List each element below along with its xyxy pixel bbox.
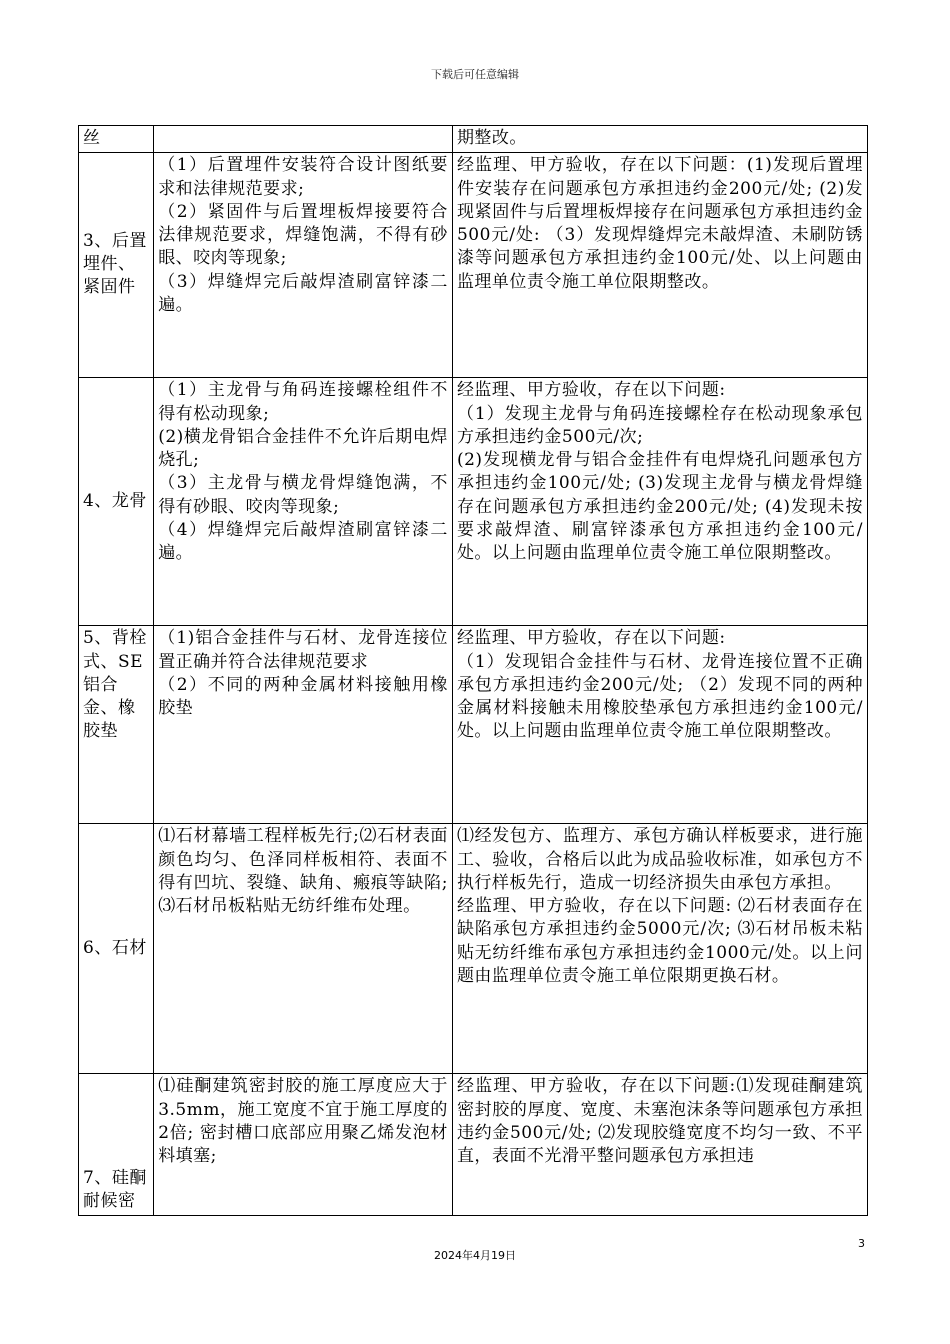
table-row bbox=[79, 1074, 868, 1216]
item-cell: 丝 bbox=[79, 126, 154, 153]
page-footer-date: 2024年4月19日 bbox=[434, 1249, 516, 1262]
item-cell: 6、石材 bbox=[79, 824, 154, 1074]
requirement-cell: ⑴石材幕墙工程样板先行;⑵石材表面颜色均匀、色泽同样板相符、表面不得有凹坑、裂缝、缺角、瘢痕等缺陷;⑶石材吊板粘贴无纺纤维布处理。 bbox=[154, 824, 453, 1074]
item-cell: 4、龙骨 bbox=[79, 378, 154, 626]
penalty-cell: 期整改。 bbox=[452, 126, 867, 153]
table-row bbox=[79, 824, 868, 1074]
requirement-cell: （1）主龙骨与角码连接螺栓组件不得有松动现象; (2)横龙骨铝合金挂件不允许后期电焊烧孔; （3）主龙骨与横龙骨焊缝饱满，不得有砂眼、咬肉等现象; （4）焊缝焊完后敲焊渣刷富锌漆二遍。 bbox=[154, 378, 453, 626]
item-cell: 7、硅酮耐候密 bbox=[79, 1074, 154, 1216]
table-row bbox=[79, 378, 868, 626]
table-row bbox=[79, 126, 868, 153]
item-cell: 5、背栓式、SE铝合金、橡胶垫 bbox=[79, 626, 154, 824]
table-row bbox=[79, 153, 868, 378]
penalty-cell: 经监理、甲方验收，存在以下问题:⑴发现硅酮建筑密封胶的厚度、宽度、未塞泡沫条等问题承包方承担违约金500元/处; ⑵发现胶缝宽度不均匀一致、不平直，表面不光滑平整问题承包方承担违 bbox=[452, 1074, 867, 1216]
penalty-cell: 经监理、甲方验收，存在以下问题: （1）发现主龙骨与角码连接螺栓存在松动现象承包方承担违约金500元/次; (2)发现横龙骨与铝合金挂件有电焊烧孔问题承包方承担违约金100元/处; (3)发现主龙骨与横龙骨焊缝存在问题承包方承担违约金200元/处; (4)发现未按要求敲焊渣、刷富锌漆承包方承担违约金100元/处。以上问题由监理单位责令施工单位限期整改。 bbox=[452, 378, 867, 626]
requirement-cell bbox=[154, 126, 453, 153]
requirement-cell: （1)铝合金挂件与石材、龙骨连接位置正确并符合法律规范要求 （2）不同的两种金属材料接触用橡胶垫 bbox=[154, 626, 453, 824]
page-number: 3 bbox=[858, 1237, 865, 1250]
penalty-cell: 经监理、甲方验收，存在以下问题: （1）发现铝合金挂件与石材、龙骨连接位置不正确承包方承担违约金200元/处; （2）发现不同的两种金属材料接触未用橡胶垫承包方承担违约金100元/处。以上问题由监理单位责令施工单位限期整改。 bbox=[452, 626, 867, 824]
table-row bbox=[79, 626, 868, 824]
requirement-cell: ⑴硅酮建筑密封胶的施工厚度应大于3.5mm，施工宽度不宜于施工厚度的2倍; 密封槽口底部应用聚乙烯发泡材料填塞; bbox=[154, 1074, 453, 1216]
penalty-cell: 经监理、甲方验收，存在以下问题：(1)发现后置埋件安装存在问题承包方承担违约金200元/处; (2)发现紧固件与后置埋板焊接存在问题承包方承担违约金500元/处: （3）发现焊缝焊完未敲焊渣、未刷防锈漆等问题承包方承担违约金100元/处、以上问题由监理单位责令施工单位限期整改。 bbox=[452, 153, 867, 378]
item-cell: 3、后置埋件、紧固件 bbox=[79, 153, 154, 378]
page-header: 下载后可任意编辑 bbox=[431, 68, 519, 81]
spec-table bbox=[78, 125, 868, 1216]
requirement-cell: （1）后置埋件安装符合设计图纸要求和法律规范要求; （2）紧固件与后置埋板焊接要符合法律规范要求，焊缝饱满，不得有砂眼、咬肉等现象; （3）焊缝焊完后敲焊渣刷富锌漆二遍。 bbox=[154, 153, 453, 378]
penalty-cell: ⑴经发包方、监理方、承包方确认样板要求，进行施工、验收，合格后以此为成品验收标准，如承包方不执行样板先行，造成一切经济损失由承包方承担。 经监理、甲方验收，存在以下问题: ⑵石材表面存在缺陷承包方承担违约金5000元/次; ⑶石材吊板未粘贴无纺纤维布承包方承担违约金1000元/处。以上问题由监理单位责令施工单位限期更换石材。 bbox=[452, 824, 867, 1074]
